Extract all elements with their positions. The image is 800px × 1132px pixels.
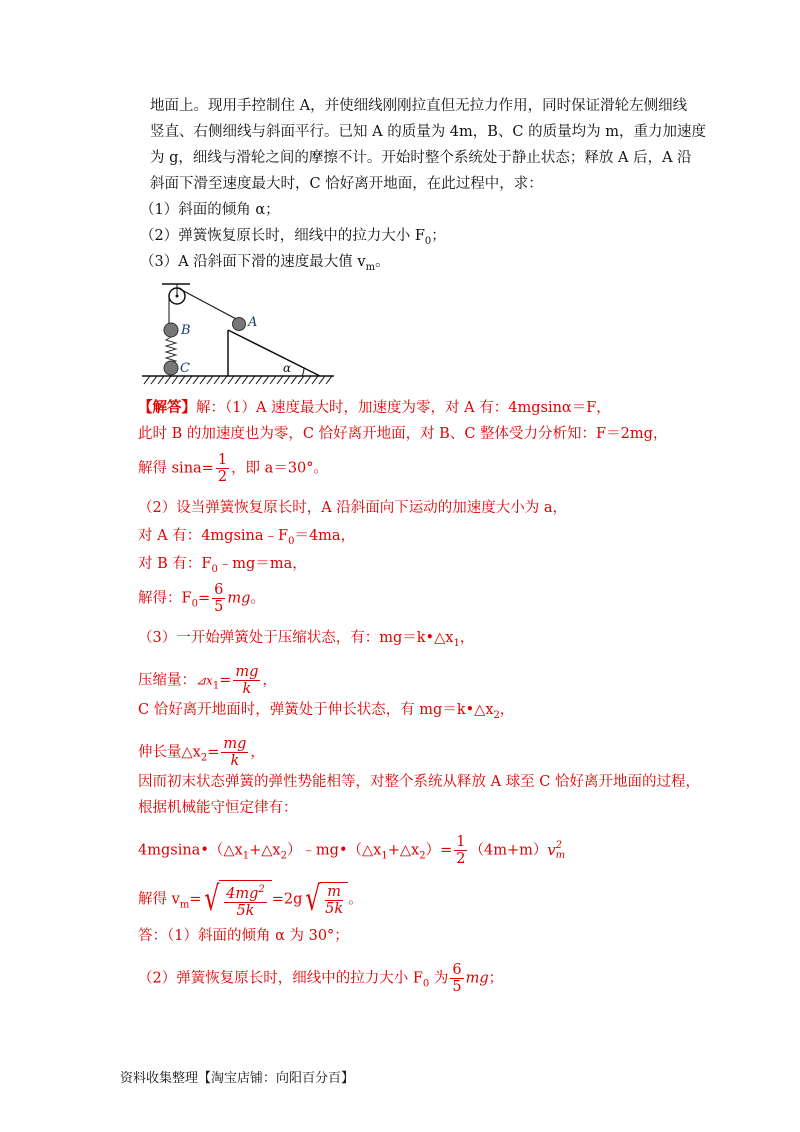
subscript: 0 [191, 598, 198, 610]
solution-text: C 恰好离开地面时，弹簧处于伸长状态，有 mg＝k•△x [138, 702, 494, 718]
solution-text: 伸长量△x [138, 744, 201, 761]
solution-line-4: （2）设当弹簧恢复原长时，A 沿斜面向下运动的加速度大小为 a， [138, 500, 568, 516]
answer-line-1: 答：（1）斜面的倾角 α 为 30°； [138, 928, 349, 944]
subscript: 1 [242, 850, 250, 862]
subscript: 1 [453, 637, 460, 649]
solution-line-2: 此时 B 的加速度也为零，C 恰好离开地面，对 B、C 整体受力分析知：F＝2mg， [138, 426, 668, 442]
numerator: 6 [452, 962, 462, 978]
numerator [224, 882, 267, 903]
string-right [178, 288, 238, 320]
numerator: 1 [217, 452, 228, 468]
answer-text: ； [488, 970, 504, 987]
subscript: m [179, 899, 190, 911]
problem-line-3: 为 g，细线与滑轮之间的摩擦不计。开始时整个系统处于静止状态；释放 A 后，A 沿 [150, 150, 692, 166]
solution-line-6 [138, 554, 307, 580]
spring [166, 337, 176, 364]
solution-text: ﹣mg＝ma， [217, 556, 307, 572]
solution-line-3 [138, 452, 328, 485]
solution-line-10 [138, 700, 514, 726]
solution-text: +△x [387, 842, 420, 859]
answer-line-2 [138, 962, 503, 995]
solution-text: ， [250, 744, 265, 761]
subscript: 2 [419, 850, 426, 862]
solution-line-15 [138, 880, 363, 919]
numerator-text: 4mg [226, 885, 259, 902]
subscript: 1 [381, 850, 388, 862]
solution-tag: 【解答】 [138, 399, 196, 416]
question-2-text: （2）弹簧恢复原长时，细线中的拉力大小 F [140, 228, 425, 244]
solution-line-9 [138, 664, 277, 697]
question-3-end: 。 [375, 254, 390, 270]
solution-text: （3）一开始弹簧处于压缩状态，有：mg＝k•△x [138, 630, 454, 646]
denominator: 5k [236, 902, 255, 919]
fraction-mg-over-k [221, 736, 248, 769]
solution-text: 4mgsina•（△x [138, 842, 243, 859]
solution-text: = [207, 744, 220, 761]
fraction [325, 884, 343, 917]
solution-text: 解得 v [138, 891, 180, 908]
solution-text: ＝4ma， [294, 528, 356, 544]
subscript: 0 [288, 535, 295, 547]
numerator: mg [223, 736, 247, 752]
denominator: 5 [214, 599, 224, 615]
subscript: 1 [212, 680, 220, 692]
question-3 [140, 252, 390, 278]
mg-term: mg [227, 590, 251, 607]
vm-squared [547, 839, 566, 861]
fraction-one-half [216, 452, 229, 485]
solution-text: 。 [348, 891, 363, 908]
solution-text: （4m+m） [469, 842, 548, 859]
fraction [224, 882, 267, 919]
solution-line-12: 因而初末状态弹簧的弹性势能相等，对整个系统从释放 A 球至 C 恰好离开地面的过程， [138, 774, 700, 790]
ball-c [164, 361, 178, 375]
angle-arc [302, 368, 304, 376]
solution-text: 对 A 有：4mgsina﹣F [138, 528, 289, 544]
subscript: 0 [424, 235, 432, 247]
solution-text: =2g [271, 891, 303, 908]
solution-line-11 [138, 736, 265, 769]
equals-sign: = [219, 672, 232, 689]
answer-text: 为 [429, 970, 449, 987]
superscript: 2 [258, 884, 265, 895]
v-symbol: v [547, 842, 556, 859]
mg-term: mg [465, 970, 489, 987]
question-2 [140, 226, 446, 252]
solution-text: 压缩量： [138, 672, 196, 689]
radical-sign: √ [305, 879, 321, 920]
problem-line-1: 地面上。现用手控制住 A，并使细线刚刚拉直但无拉力作用，同时保证滑轮左侧细线 [150, 98, 688, 114]
subscript: 2 [200, 752, 208, 764]
solution-text: ， [499, 702, 515, 718]
numerator: m [325, 884, 343, 901]
solution-line-5 [138, 526, 355, 552]
sqrt-4mg2-over-5k [201, 880, 271, 919]
question-1: （1）斜面的倾角 α； [140, 202, 280, 218]
numerator: 6 [214, 582, 224, 598]
question-3-text: （3）A 沿斜面下滑的速度最大值 v [140, 254, 366, 270]
label-a: A [248, 315, 258, 330]
subscript: 2 [280, 850, 287, 862]
solution-text: = [189, 891, 202, 908]
physics-figure [140, 280, 340, 392]
denominator: 5 [452, 979, 462, 995]
solution-text: = [197, 590, 211, 607]
solution-text: ）= [425, 842, 453, 859]
delta-x-term: ⊿x [196, 673, 213, 688]
solution-text: +△x [249, 842, 281, 859]
solution-text: 解：（1）A 速度最大时，加速度为零，对 A 有：4mgsinα＝F， [196, 400, 611, 416]
label-alpha: α [283, 361, 292, 375]
subscript: 0 [211, 563, 218, 575]
solution-line-13: 根据机械能守恒定律有： [138, 800, 298, 816]
numerator: mg [235, 664, 259, 680]
sqrt-m-over-5k [302, 879, 348, 920]
subscript: 0 [422, 978, 430, 990]
denominator: 2 [217, 469, 228, 485]
solution-text: ）﹣mg•（△x [286, 842, 382, 859]
solution-line-7 [138, 582, 265, 615]
solution-text: 解得：F [138, 590, 192, 607]
answer-text: （2）弹簧恢复原长时，细线中的拉力大小 F [138, 970, 423, 987]
fraction-mg-over-k [233, 664, 260, 697]
denominator: 5k [325, 900, 344, 917]
ball-a [233, 318, 246, 331]
denominator: k [230, 753, 240, 769]
ball-b [164, 323, 178, 337]
ground-hatching [144, 376, 332, 384]
solution-text: 解得 sina= [138, 460, 214, 477]
solution-text: ， [459, 630, 475, 646]
footer-note: 资料收集整理【淘宝店铺：向阳百分百】 [120, 1071, 355, 1086]
fraction-one-half [454, 834, 467, 867]
incline-slope [228, 330, 320, 376]
superscript: 2 [555, 839, 562, 851]
subscript: m [365, 261, 376, 273]
fraction-six-fifths [450, 962, 463, 995]
solution-line-14 [138, 834, 565, 867]
denominator: 2 [456, 851, 466, 867]
subscript: m [555, 849, 566, 861]
solution-text: 。 [250, 590, 265, 607]
label-b: B [181, 323, 191, 338]
problem-line-4: 斜面下滑至速度最大时，C 恰好离开地面，在此过程中，求： [150, 176, 543, 192]
label-c: C [180, 361, 190, 376]
problem-line-2: 竖直、右侧细线与斜面平行。已知 A 的质量为 4m，B、C 的质量均为 m，重力加速度 [150, 124, 706, 140]
solution-text: 对 B 有：F [138, 556, 212, 572]
denominator: k [242, 681, 252, 697]
subscript: 2 [493, 709, 500, 721]
numerator: 1 [456, 834, 466, 850]
radical-sign: √ [204, 879, 220, 920]
solution-line-1 [138, 398, 611, 418]
solution-line-8 [138, 628, 474, 654]
fraction-six-fifths [212, 582, 225, 615]
solution-text: ，即 a＝30°。 [231, 460, 329, 477]
question-2-end: ； [431, 228, 446, 244]
solution-text: ， [262, 672, 277, 689]
